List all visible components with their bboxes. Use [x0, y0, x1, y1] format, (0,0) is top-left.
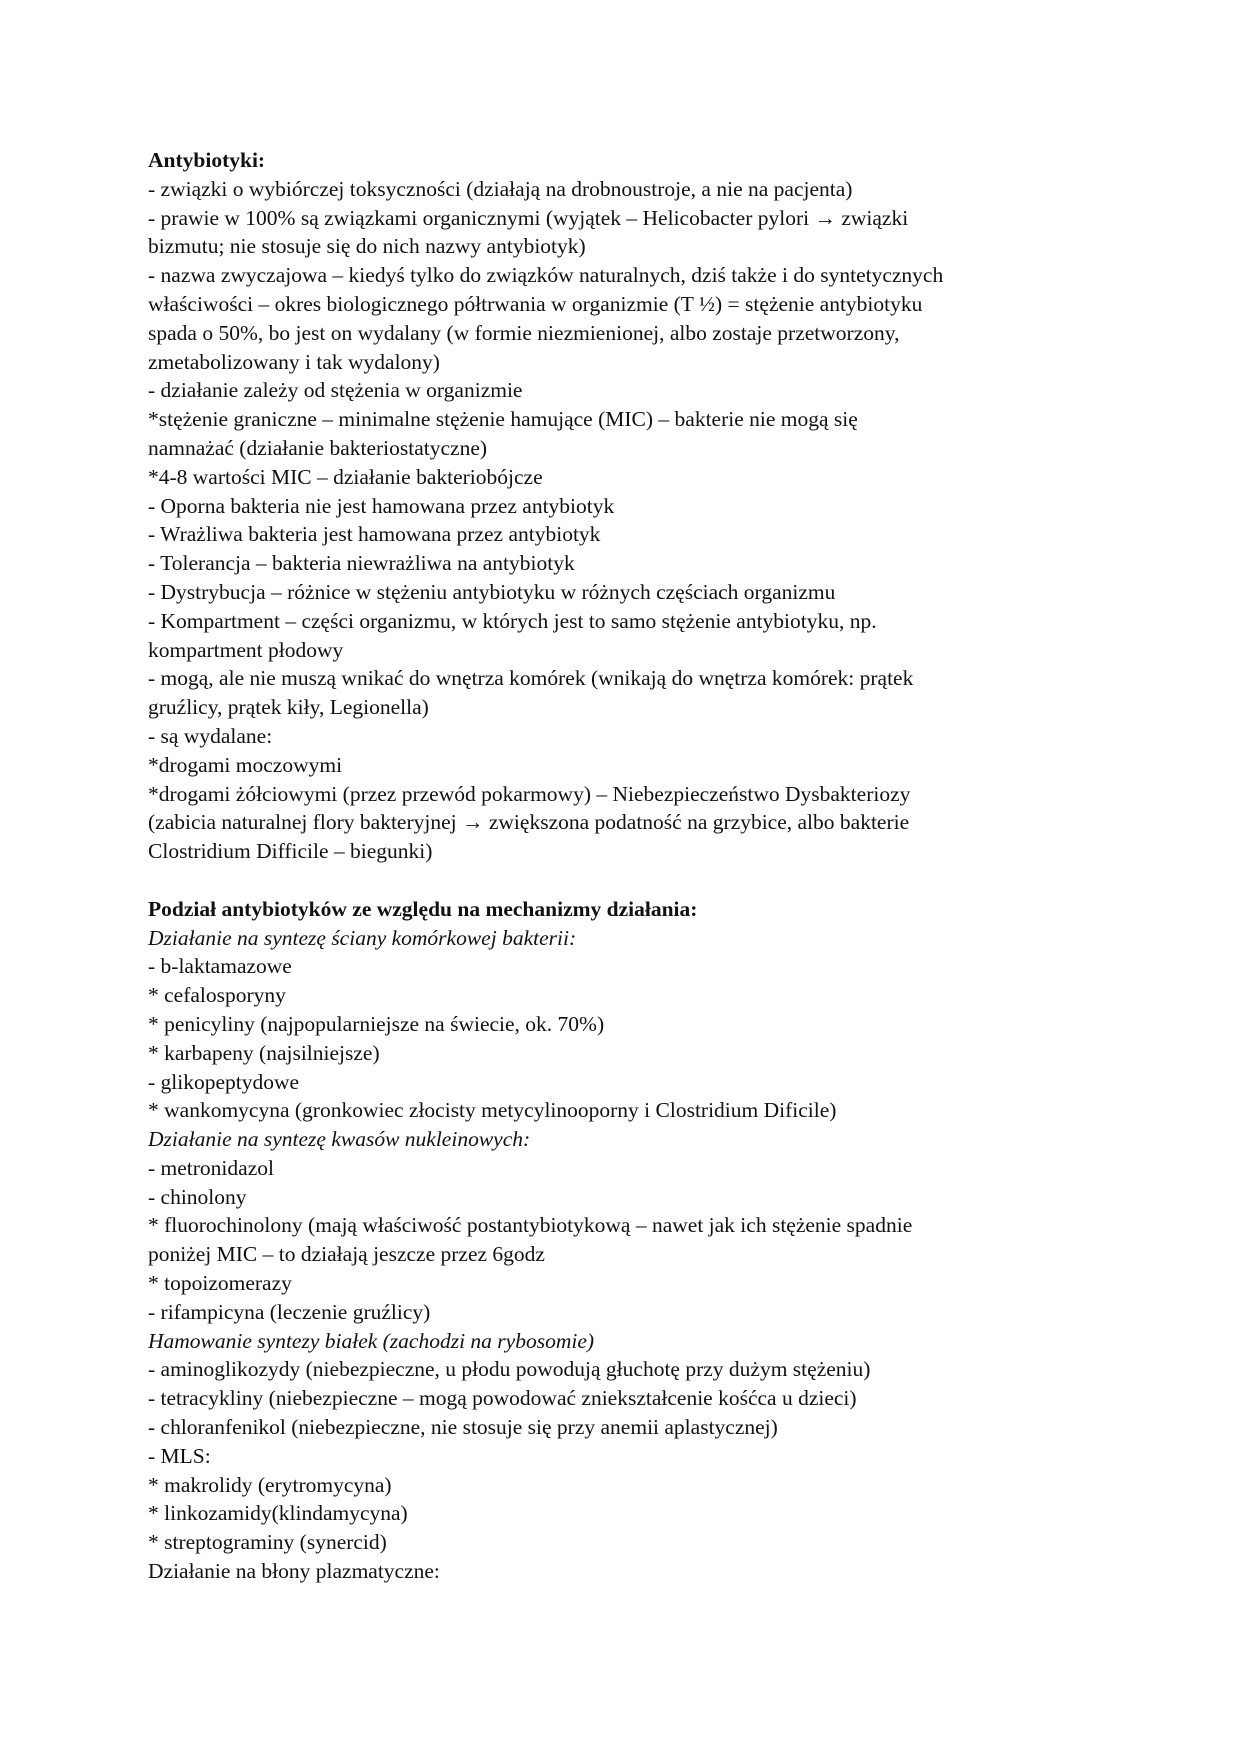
text-line: - rifampicyna (leczenie gruźlicy)	[148, 1299, 431, 1324]
text-line: - MLS:	[148, 1443, 211, 1468]
text-line: - tetracykliny (niebezpieczne – mogą powodować zniekształcenie kośćca u dzieci)	[148, 1386, 857, 1411]
text-line: * karbapeny (najsilniejsze)	[148, 1040, 380, 1065]
text-line: - aminoglikozydy (niebezpieczne, u płodu powodują głuchotę przy dużym stężeniu)	[148, 1357, 871, 1382]
text-line: - związki o wybiórczej toksyczności (działają na drobnoustroje, a nie na pacjenta)	[148, 176, 853, 201]
text-line: - b-laktamazowe	[148, 954, 292, 979]
text-line: zmetabolizowany i tak wydalony)	[148, 349, 440, 374]
text-line: - Dystrybucja – różnice w stężeniu antybiotyku w różnych częściach organizmu	[148, 579, 836, 604]
text-line: kompartment płodowy	[148, 637, 344, 662]
text-line: * streptograminy (synercid)	[148, 1530, 387, 1555]
text-line: - Oporna bakteria nie jest hamowana przez antybiotyk	[148, 493, 615, 518]
text-line: spada o 50%, bo jest on wydalany (w formie niezmienionej, albo zostaje przetworzony,	[148, 320, 900, 345]
text-line: bizmutu; nie stosuje się do nich nazwy antybiotyk)	[148, 234, 586, 259]
subsection-heading: Działanie na syntezę kwasów nukleinowych:	[148, 1127, 531, 1152]
text-line: - Wrażliwa bakteria jest hamowana przez antybiotyk	[148, 522, 601, 547]
text-line: - Tolerancja – bakteria niewrażliwa na antybiotyk	[148, 551, 575, 576]
text-line: poniżej MIC – to działają jeszcze przez 6godz	[148, 1242, 545, 1267]
text-line: *drogami żółciowymi (przez przewód pokarmowy) – Niebezpieczeństwo Dysbakteriozy	[148, 781, 911, 806]
subsection-heading: Hamowanie syntezy białek (zachodzi na rybosomie)	[148, 1328, 595, 1353]
blank-line	[148, 866, 1088, 895]
text-line: * fluorochinolony (mają właściwość postantybiotykową – nawet jak ich stężenie spadnie	[148, 1213, 913, 1238]
text-line: gruźlicy, prątek kiły, Legionella)	[148, 695, 429, 720]
text-line: - nazwa zwyczajowa – kiedyś tylko do związków naturalnych, dziś także i do syntetycznych	[148, 263, 944, 288]
text-line: *4-8 wartości MIC – działanie bakteriobójcze	[148, 464, 543, 489]
document-page	[148, 146, 1088, 1586]
text-line: * cefalosporyny	[148, 983, 286, 1008]
section-heading: Antybiotyki:	[148, 148, 266, 172]
text-line: *stężenie graniczne – minimalne stężenie hamujące (MIC) – bakterie nie mogą się	[148, 407, 858, 432]
section-heading: Podział antybiotyków ze względu na mechanizmy działania:	[148, 896, 698, 921]
text-line: *drogami moczowymi	[148, 752, 343, 777]
text-line: - mogą, ale nie muszą wnikać do wnętrza komórek (wnikają do wnętrza komórek: prątek	[148, 666, 914, 691]
subsection-heading: Działanie na syntezę ściany komórkowej bakterii:	[148, 925, 577, 950]
text-line: - glikopeptydowe	[148, 1069, 300, 1094]
text-line: * penicyliny (najpopularniejsze na świecie, ok. 70%)	[148, 1011, 605, 1036]
text-line: właściwości – okres biologicznego półtrwania w organizmie (T ½) = stężenie antybiotyku	[148, 291, 923, 316]
text-line: Działanie na błony plazmatyczne:	[148, 1559, 440, 1584]
text-line: * topoizomerazy	[148, 1271, 292, 1296]
text-line: (zabicia naturalnej flory bakteryjnej → zwiększona podatność na grzybice, albo bakterie	[148, 810, 910, 835]
text-line: Clostridium Difficile – biegunki)	[148, 839, 433, 864]
text-line: - Kompartment – części organizmu, w których jest to samo stężenie antybiotyku, np.	[148, 608, 877, 633]
text-line: - są wydalane:	[148, 723, 273, 748]
text-line: * wankomycyna (gronkowiec złocisty metycylinooporny i Clostridium Dificile)	[148, 1098, 837, 1123]
text-line: - chinolony	[148, 1184, 247, 1209]
text-line: namnażać (działanie bakteriostatyczne)	[148, 435, 488, 460]
text-line: * makrolidy (erytromycyna)	[148, 1472, 392, 1497]
text-line: - prawie w 100% są związkami organicznymi (wyjątek – Helicobacter pylori → związki	[148, 205, 909, 230]
text-line: - metronidazol	[148, 1155, 274, 1180]
text-line: - chloranfenikol (niebezpieczne, nie stosuje się przy anemii aplastycznej)	[148, 1415, 778, 1440]
text-line: * linkozamidy(klindamycyna)	[148, 1501, 408, 1526]
text-line: - działanie zależy od stężenia w organizmie	[148, 378, 523, 403]
